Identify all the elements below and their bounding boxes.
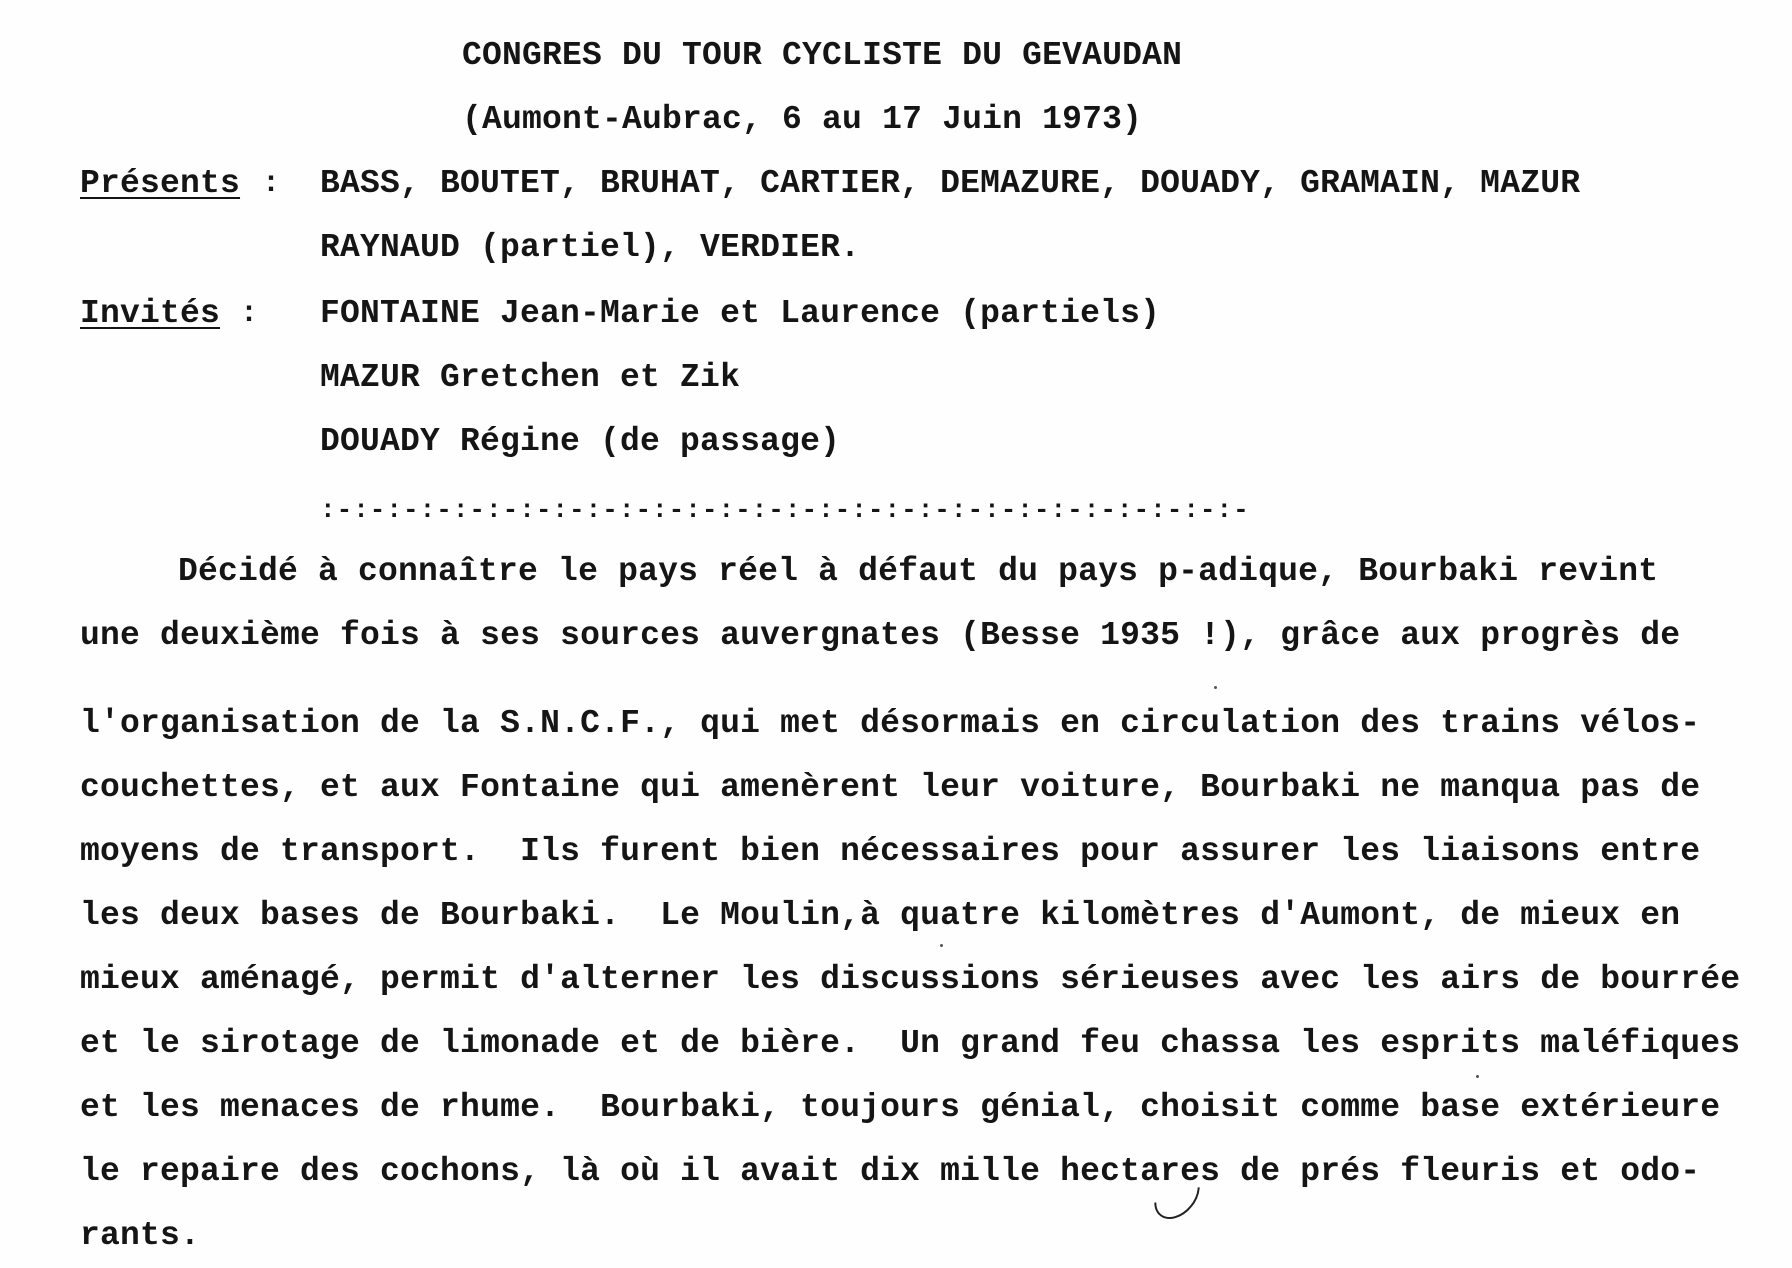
invites-separator: : xyxy=(240,297,259,331)
paper-speck xyxy=(1214,686,1217,689)
body-line: une deuxième fois à ses sources auvergnates (Besse 1935 !), grâce aux progrès de xyxy=(80,617,1681,654)
presents-separator: : xyxy=(262,167,281,201)
paper-speck xyxy=(940,944,943,947)
document-subtitle: (Aumont-Aubrac, 6 au 17 Juin 1973) xyxy=(462,101,1143,138)
body-line: Décidé à connaître le pays réel à défaut du pays p-adique, Bourbaki revint xyxy=(178,553,1659,590)
body-line: et les menaces de rhume. Bourbaki, toujours génial, choisit comme base extérieure xyxy=(80,1089,1721,1126)
body-line: rants. xyxy=(80,1217,201,1254)
invites-line: FONTAINE Jean-Marie et Laurence (partiels) xyxy=(320,295,1161,332)
document-title: CONGRES DU TOUR CYCLISTE DU GEVAUDAN xyxy=(462,37,1183,74)
section-divider: :-:-:-:-:-:-:-:-:-:-:-:-:-:-:-:-:-:-:-:-:-:-:-:-:-:-:-:- xyxy=(320,495,1250,525)
body-line: moyens de transport. Ils furent bien nécessaires pour assurer les liaisons entre xyxy=(80,833,1701,870)
presents-label: Présents xyxy=(80,165,241,202)
body-line: les deux bases de Bourbaki. Le Moulin,à quatre kilomètres d'Aumont, de mieux en xyxy=(80,897,1681,934)
body-line: l'organisation de la S.N.C.F., qui met désormais en circulation des trains vélos- xyxy=(80,705,1701,742)
body-line: couchettes, et aux Fontaine qui amenèrent leur voiture, Bourbaki ne manqua pas de xyxy=(80,769,1701,806)
body-line: mieux aménagé, permit d'alterner les discussions sérieuses avec les airs de bourrée xyxy=(80,961,1741,998)
paper-speck xyxy=(1476,1075,1479,1078)
body-line: le repaire des cochons, là où il avait dix mille hectares de prés fleuris et odo- xyxy=(80,1153,1701,1190)
invites-line: DOUADY Régine (de passage) xyxy=(320,423,841,460)
presents-line: RAYNAUD (partiel), VERDIER. xyxy=(320,229,861,266)
presents-line: BASS, BOUTET, BRUHAT, CARTIER, DEMAZURE, DOUADY, GRAMAIN, MAZUR xyxy=(320,165,1581,202)
invites-line: MAZUR Gretchen et Zik xyxy=(320,359,741,396)
body-line: et le sirotage de limonade et de bière. Un grand feu chassa les esprits maléfiques xyxy=(80,1025,1741,1062)
invites-label: Invités xyxy=(80,295,221,332)
